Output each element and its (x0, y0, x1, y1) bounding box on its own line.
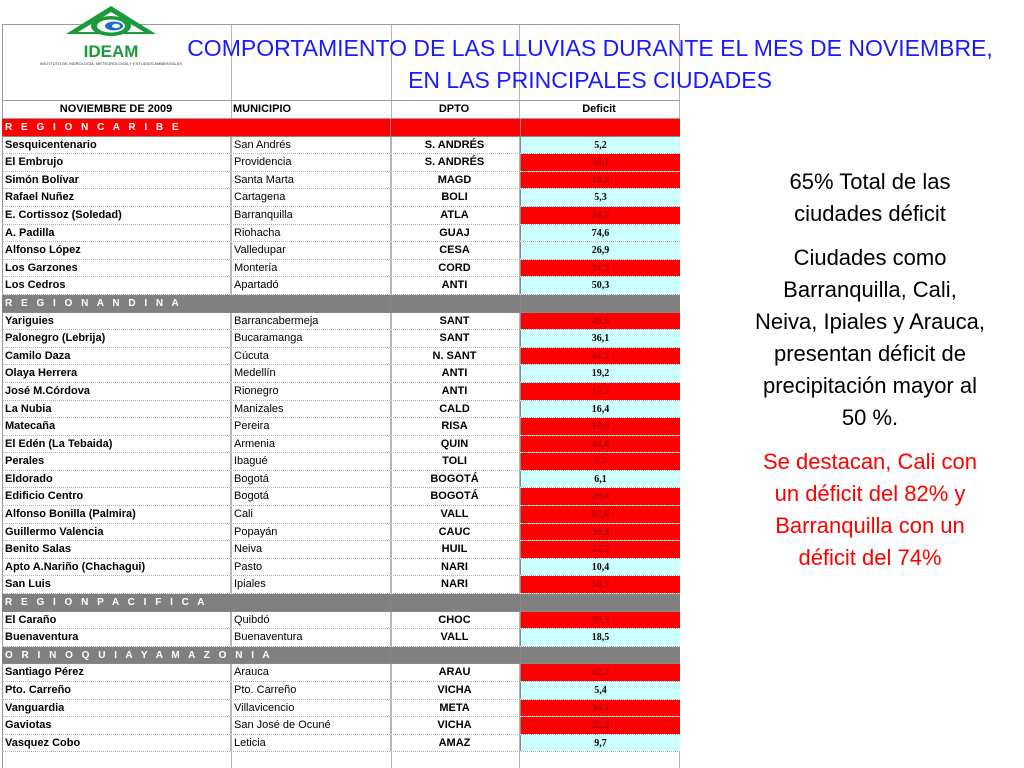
table-row (2, 383, 680, 401)
region-row (2, 295, 680, 313)
dpto-cell: HUIL (390, 541, 518, 558)
municipio-cell: San Andrés (230, 137, 390, 154)
municipio-cell: Bogotá (230, 488, 390, 505)
cities-text: Ciudades como Barranquilla, Cali, Neiva, Ipiales y Arauca, presentan déficit de precipitación mayor al 50 %. (755, 245, 985, 430)
table-row (2, 401, 680, 419)
deficit-cell: 46,5 (520, 313, 680, 330)
dpto-cell: CORD (390, 260, 518, 277)
table-row (2, 488, 680, 506)
region-cell (390, 647, 520, 664)
dpto-cell: VICHA (390, 682, 518, 699)
deficit-cell: 41,3 (520, 348, 680, 365)
dpto-cell: GUAJ (390, 225, 518, 242)
station-cell: José M.Córdova (5, 384, 90, 397)
station-cell: Palonegro (Lebrija) (5, 332, 106, 345)
station-cell: Simón Bolívar (5, 173, 79, 186)
table-body (2, 119, 680, 752)
table-row (2, 225, 680, 243)
municipio-cell: Montería (230, 260, 390, 277)
station-cell: Perales (5, 455, 45, 468)
station-cell: Olaya Herrera (5, 367, 78, 380)
municipio-cell: Providencia (230, 154, 390, 171)
region-cell (520, 119, 680, 136)
deficit-cell: 62,2 (520, 664, 680, 681)
dpto-cell: VALL (390, 506, 518, 523)
station-cell: Pto. Carreño (5, 684, 72, 696)
deficit-cell: 50,3 (520, 277, 680, 294)
table-row (2, 453, 680, 471)
station-cell: Los Garzones (5, 261, 78, 274)
deficit-cell: 36,1 (520, 154, 680, 171)
logo-subtext: INSTITUTO DE HIDROLOGÍA, METEOROLOGÍA Y ESTUDIOS AMBIENTALES (39, 61, 183, 66)
table-row (2, 154, 680, 172)
deficit-cell: 5,3 (520, 189, 680, 206)
table-row (2, 330, 680, 348)
municipio-cell: Neiva (230, 541, 390, 558)
region-cell (390, 119, 520, 136)
highlight-text: Se destacan, Cali con un déficit del 82% y Barranquilla con un déficit del 74% (762, 449, 978, 570)
municipio-cell: Rionegro (230, 383, 390, 400)
table-row (2, 700, 680, 718)
region-label: R E G I O N C A R I B E (5, 122, 182, 133)
deficit-cell: 36,1 (520, 330, 680, 347)
municipio-cell: Pasto (230, 559, 390, 576)
table-header-row (2, 100, 680, 119)
table-row (2, 682, 680, 700)
table-row (2, 365, 680, 383)
header-period: NOVIEMBRE DE 2009 (59, 103, 173, 115)
dpto-cell: QUIN (390, 436, 518, 453)
deficit-cell: 10,4 (520, 559, 680, 576)
station-cell: La Nubia (5, 402, 52, 415)
table-row (2, 717, 680, 735)
table-row (2, 189, 680, 207)
table-row (2, 348, 680, 366)
region-cell (520, 594, 680, 611)
dpto-cell: RISA (390, 418, 518, 435)
municipio-cell: Pto. Carreño (230, 682, 390, 699)
region-cell (390, 594, 520, 611)
region-cell (390, 295, 520, 312)
municipio-cell: Ibagué (230, 453, 390, 470)
municipio-cell: Armenia (230, 436, 390, 453)
station-cell: El Edén (La Tebaida) (5, 437, 113, 450)
region-row (2, 647, 680, 665)
table-row (2, 735, 680, 753)
deficit-cell: 31,3 (520, 260, 680, 277)
table-row (2, 207, 680, 225)
dpto-cell: TOLI (390, 453, 518, 470)
municipio-cell: Barranquilla (230, 207, 390, 224)
municipio-cell: Manizales (230, 401, 390, 418)
deficit-cell: 13,6 (520, 418, 680, 435)
region-row (2, 119, 680, 137)
station-cell: El Embrujo (5, 156, 64, 169)
municipio-cell: Popayán (230, 524, 390, 541)
station-cell: Gaviotas (5, 719, 52, 732)
dpto-cell: N. SANT (390, 348, 518, 365)
deficit-cell: 16,4 (520, 401, 680, 418)
deficit-cell: 19,2 (520, 365, 680, 382)
municipio-cell: Pereira (230, 418, 390, 435)
region-cell (520, 647, 680, 664)
region-label: R E G I O N A N D I N A (5, 297, 182, 309)
slide-title: COMPORTAMIENTO DE LAS LLUVIAS DURANTE EL MES DE NOVIEMBRE, EN LAS PRINCIPALES CIUDADES (187, 35, 993, 93)
station-cell: Benito Salas (5, 543, 72, 556)
deficit-cell: 13,8 (520, 172, 680, 189)
deficit-cell: 5,2 (520, 137, 680, 154)
table-row (2, 506, 680, 524)
station-cell: Edificio Centro (5, 490, 84, 503)
deficit-cell: 50,7 (520, 576, 680, 593)
station-cell: Alfonso López (5, 244, 81, 257)
summary-text: 65% Total de las ciudades déficit (789, 169, 951, 226)
dpto-cell: CHOC (390, 612, 518, 629)
station-cell: E. Cortissoz (Soledad) (5, 208, 122, 221)
station-cell: Camilo Daza (5, 349, 71, 362)
deficit-cell: 18,5 (520, 629, 680, 646)
station-cell: Los Cedros (5, 279, 66, 292)
municipio-cell: Riohacha (230, 225, 390, 242)
table-row (2, 471, 680, 489)
dpto-cell: ARAU (390, 664, 518, 681)
table-row (2, 172, 680, 190)
station-cell: El Caraño (5, 613, 57, 626)
municipio-cell: Barrancabermeja (230, 313, 390, 330)
station-cell: Rafael Nuñez (5, 191, 75, 204)
deficit-cell: 82,8 (520, 506, 680, 523)
region-cell (520, 295, 680, 312)
municipio-cell: Santa Marta (230, 172, 390, 189)
table-row (2, 436, 680, 454)
table-row (2, 664, 680, 682)
deficit-cell: 30,8 (520, 524, 680, 541)
municipio-cell: Bogotá (230, 471, 390, 488)
table-row (2, 629, 680, 647)
station-cell: A. Padilla (5, 226, 55, 239)
table-row (2, 612, 680, 630)
deficit-cell: 74,6 (520, 225, 680, 242)
header-dpto: DPTO (438, 103, 470, 115)
station-cell: Matecaña (5, 420, 56, 433)
deficit-cell: 33,3 (520, 612, 680, 629)
municipio-cell: Quibdó (230, 612, 390, 629)
table-row (2, 277, 680, 295)
deficit-cell: 6,1 (520, 471, 680, 488)
dpto-cell: BOGOTÁ (390, 488, 518, 505)
station-cell: Eldorado (5, 472, 53, 485)
table-row (2, 541, 680, 559)
municipio-cell: Valledupar (230, 242, 390, 259)
table-row (2, 418, 680, 436)
deficit-cell: 5,7 (520, 453, 680, 470)
deficit-cell: 35,8 (520, 717, 680, 734)
dpto-cell: BOGOTÁ (390, 471, 518, 488)
deficit-cell: 17,2 (520, 383, 680, 400)
dpto-cell: SANT (390, 313, 518, 330)
municipio-cell: Medellín (230, 365, 390, 382)
header-municipio: MUNICIPIO (233, 103, 292, 115)
table-row (2, 576, 680, 594)
station-cell: Vanguardia (5, 701, 65, 714)
table-row (2, 242, 680, 260)
deficit-cell: 9,7 (520, 735, 680, 752)
region-label: O R I N O Q U I A Y A M A Z O N I A (5, 649, 273, 661)
station-cell: Vasquez Cobo (5, 736, 81, 749)
dpto-cell: S. ANDRÉS (390, 137, 518, 154)
municipio-cell: Cali (230, 506, 390, 523)
station-cell: Buenaventura (5, 631, 79, 644)
municipio-cell: Bucaramanga (230, 330, 390, 347)
dpto-cell: BOLI (390, 189, 518, 206)
header-deficit: Deficit (582, 103, 616, 115)
dpto-cell: CALD (390, 401, 518, 418)
side-panel (752, 166, 988, 586)
station-cell: Yariguies (5, 314, 54, 327)
deficit-cell: 44,4 (520, 436, 680, 453)
table-row (2, 524, 680, 542)
table-row (2, 260, 680, 278)
dpto-cell: VALL (390, 629, 518, 646)
ideam-logo-icon (39, 2, 183, 76)
dpto-cell: CAUC (390, 524, 518, 541)
dpto-cell: ANTI (390, 277, 518, 294)
deficit-cell: 26,9 (520, 242, 680, 259)
station-cell: Alfonso Bonilla (Palmira) (5, 508, 136, 521)
dpto-cell: META (390, 700, 518, 717)
municipio-cell: Cúcuta (230, 348, 390, 365)
dpto-cell: S. ANDRÉS (390, 154, 518, 171)
dpto-cell: SANT (390, 330, 518, 347)
dpto-cell: ATLA (390, 207, 518, 224)
deficit-cell: 34,1 (520, 700, 680, 717)
station-cell: Apto A.Nariño (Chachagui) (5, 560, 146, 573)
dpto-cell: ANTI (390, 365, 518, 382)
deficit-cell: 5,4 (520, 682, 680, 699)
dpto-cell: MAGD (390, 172, 518, 189)
municipio-cell: Cartagena (230, 189, 390, 206)
municipio-cell: Buenaventura (230, 629, 390, 646)
region-row (2, 594, 680, 612)
deficit-cell: 54,7 (520, 541, 680, 558)
logo-text: IDEAM (83, 42, 139, 61)
station-cell: San Luis (5, 578, 51, 591)
municipio-cell: Arauca (230, 664, 390, 681)
dpto-cell: NARI (390, 576, 518, 593)
ideam-logo (39, 2, 183, 76)
dpto-cell: CESA (390, 242, 518, 259)
region-label: R E G I O N P A C I F I C A (5, 597, 208, 609)
deficit-cell: 29,4 (520, 488, 680, 505)
municipio-cell: Apartadó (230, 277, 390, 294)
station-cell: Santiago Pérez (5, 666, 84, 679)
deficit-cell: 74,2 (520, 207, 680, 224)
municipio-cell: Leticia (230, 735, 390, 752)
table-row (2, 559, 680, 577)
dpto-cell: AMAZ (390, 735, 518, 752)
municipio-cell: Ipiales (230, 576, 390, 593)
municipio-cell: Villavicencio (230, 700, 390, 717)
dpto-cell: NARI (390, 559, 518, 576)
station-cell: Guillermo Valencia (5, 525, 104, 538)
table-row (2, 137, 680, 155)
dpto-cell: ANTI (390, 383, 518, 400)
station-cell: Sesquicentenario (5, 138, 97, 151)
dpto-cell: VICHA (390, 717, 518, 734)
municipio-cell: San José de Ocuné (230, 717, 390, 734)
table-row (2, 313, 680, 331)
